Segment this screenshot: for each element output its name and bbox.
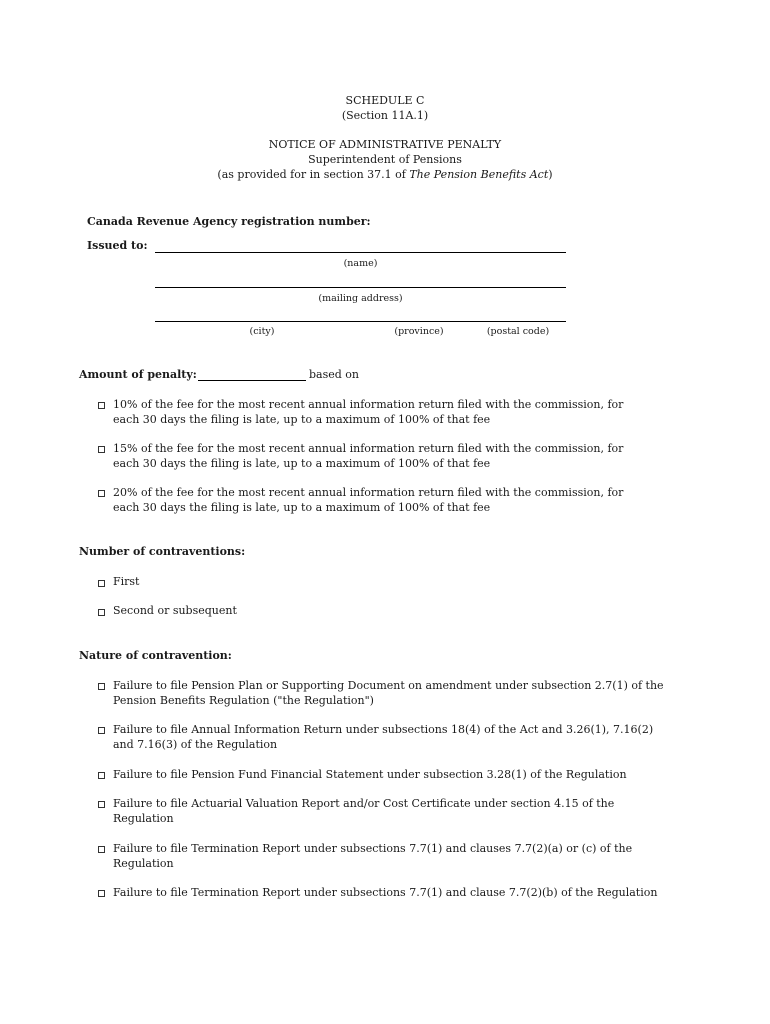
issuer-line: Superintendent of Pensions (308, 153, 462, 166)
name-field[interactable] (155, 252, 566, 253)
city-caption: (city) (249, 326, 275, 337)
nature-item-text: Failure to file Termination Report under subsections 7.7(1) and clauses 7.7(2)(a) or (c) of the Regulation (113, 842, 633, 870)
mailing-address-caption: (mailing address) (318, 293, 403, 304)
contraventions-heading: Number of contraventions: (79, 545, 246, 558)
nature-checkbox[interactable] (98, 801, 105, 808)
nature-item-text: Failure to file Pension Plan or Supporting Document on amendment under subsection 2.7(1) of the Pension Benefits Regulation ("the Regulation") (113, 679, 664, 707)
schedule-title: SCHEDULE C (345, 94, 425, 107)
amount-of-penalty-field[interactable] (198, 380, 306, 381)
section-reference: (Section 11A.1) (341, 109, 429, 122)
provided-suffix: ) (548, 168, 553, 181)
nature-checkbox[interactable] (98, 890, 105, 897)
nature-checkbox[interactable] (98, 772, 105, 779)
city-province-postal-field[interactable] (155, 321, 566, 322)
nature-item-text: Failure to file Actuarial Valuation Report and/or Cost Certificate under section 4.15 of the Regulation (113, 797, 615, 825)
notice-title: NOTICE OF ADMINISTRATIVE PENALTY (268, 138, 502, 151)
province-caption: (province) (394, 326, 444, 337)
nature-item-text: Failure to file Pension Fund Financial Statement under subsection 3.28(1) of the Regulation (113, 768, 627, 781)
contravention-subsequent-label: Second or subsequent (113, 604, 237, 617)
penalty-option-text: 20% of the fee for the most recent annual information return filed with the commission, for each 30 days the filing is late, up to a maximum of 100% of that fee (113, 486, 624, 514)
provided-prefix: (as provided for in section 37.1 of (217, 168, 410, 181)
contravention-first-label: First (113, 575, 140, 588)
contravention-subsequent-checkbox[interactable] (98, 609, 105, 616)
mailing-address-field[interactable] (155, 287, 566, 288)
nature-heading: Nature of contravention: (79, 649, 232, 662)
nature-item-text: Failure to file Termination Report under subsections 7.7(1) and clause 7.7(2)(b) of the Regulation (113, 886, 658, 899)
provided-for-line (0, 168, 770, 181)
penalty-option-checkbox[interactable] (98, 490, 105, 497)
nature-item-text: Failure to file Annual Information Return under subsections 18(4) of the Act and 3.26(1), 7.16(2) and 7.16(3) of the Regulation (113, 723, 654, 751)
nature-checkbox[interactable] (98, 727, 105, 734)
act-name: The Pension Benefits Act (409, 168, 549, 181)
name-caption: (name) (343, 258, 378, 269)
postal-code-caption: (postal code) (486, 326, 550, 337)
penalty-option-checkbox[interactable] (98, 446, 105, 453)
penalty-option-checkbox[interactable] (98, 402, 105, 409)
penalty-option-text: 15% of the fee for the most recent annual information return filed with the commission, for each 30 days the filing is late, up to a maximum of 100% of that fee (113, 442, 624, 470)
based-on-label: based on (309, 368, 359, 381)
amount-of-penalty-label: Amount of penalty: (79, 368, 197, 381)
penalty-option-text: 10% of the fee for the most recent annual information return filed with the commission, for each 30 days the filing is late, up to a maximum of 100% of that fee (113, 398, 624, 426)
contravention-first-checkbox[interactable] (98, 580, 105, 587)
nature-checkbox[interactable] (98, 846, 105, 853)
issued-to-label: Issued to: (87, 239, 148, 252)
cra-registration-label: Canada Revenue Agency registration number: (87, 215, 371, 228)
nature-checkbox[interactable] (98, 683, 105, 690)
